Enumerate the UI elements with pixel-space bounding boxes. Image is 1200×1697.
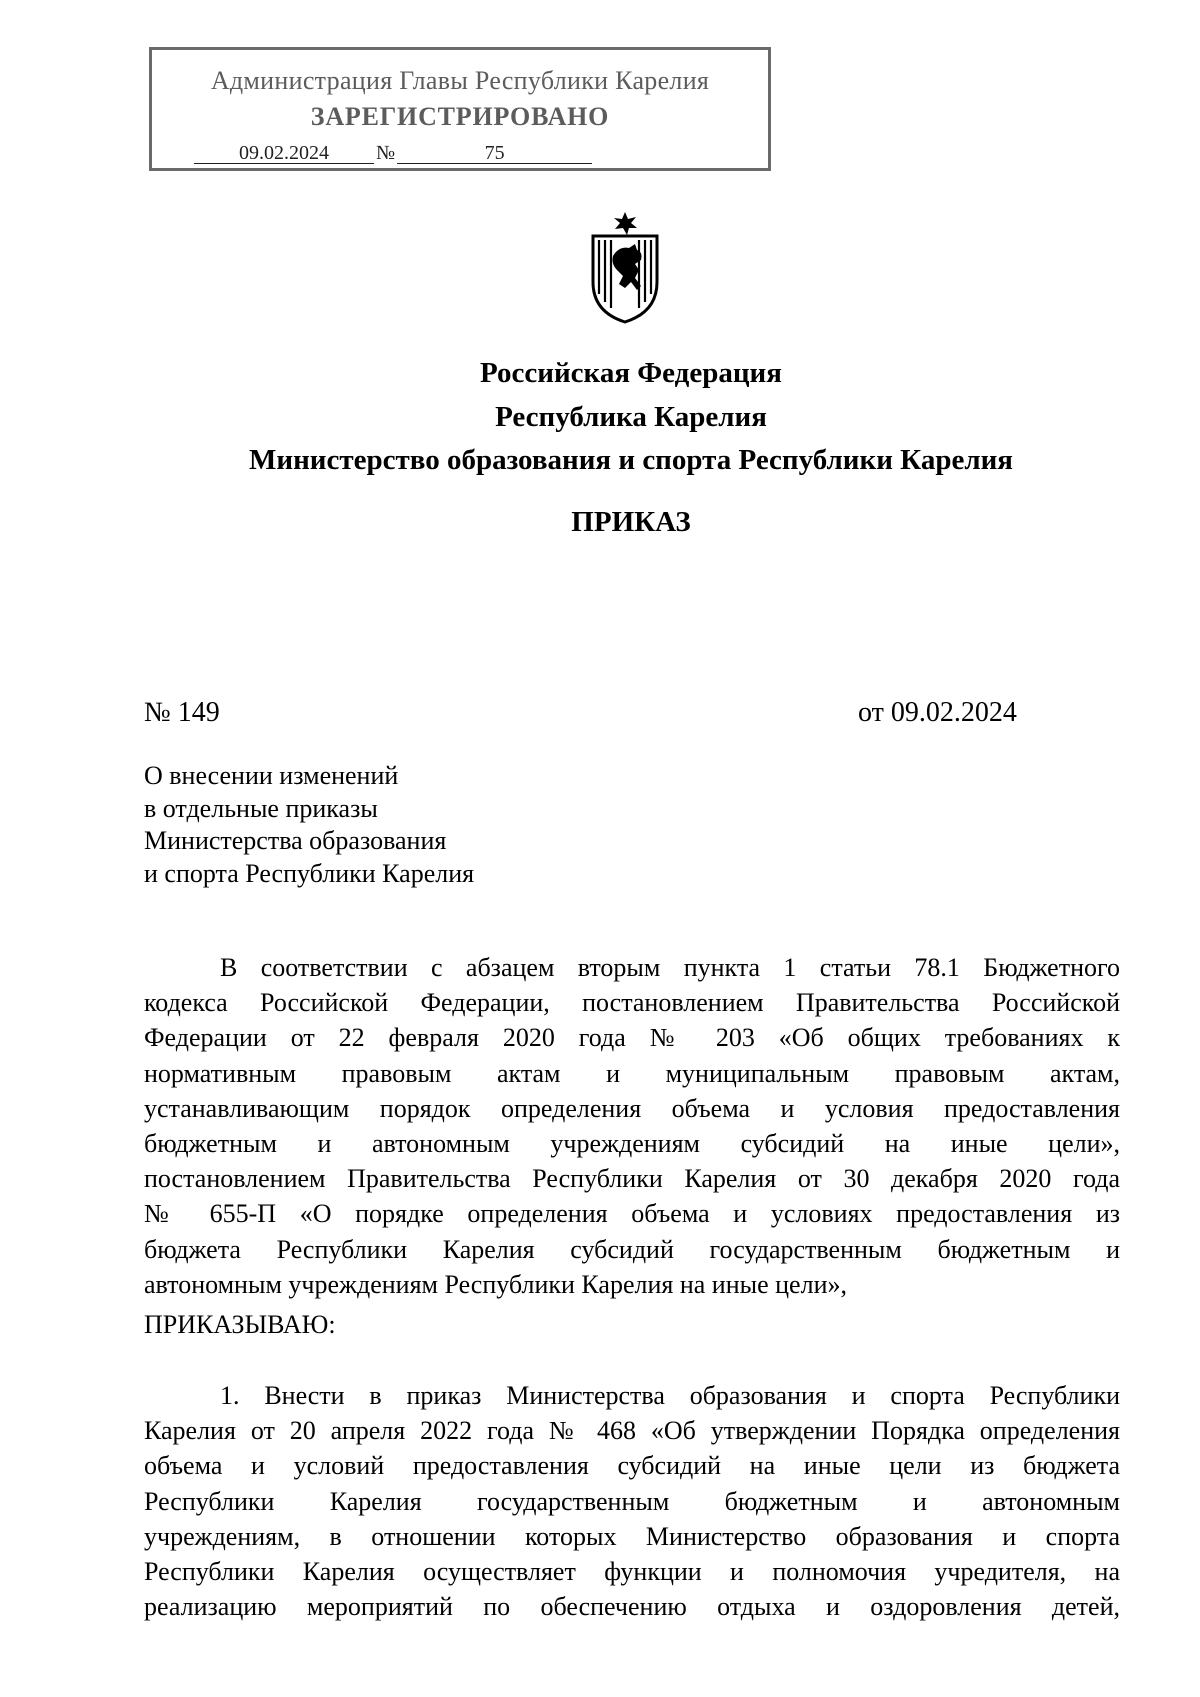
paragraph-line: автономным учреждениям Республики Карелия на иные цели», [144, 1269, 847, 1299]
paragraph-line: 1. Внести в приказ Министерства образования и спорта Республики [220, 1381, 1120, 1410]
header-ministry: Министерство образования и спорта Республики Карелия [249, 444, 1013, 476]
stamp-date: 09.02.2024 [194, 143, 374, 164]
header-country: Российская Федерация [480, 357, 782, 389]
stamp-number-sign: № [376, 142, 396, 164]
paragraph-line: устанавливающим порядок определения объема и условия предоставления [144, 1093, 1120, 1123]
stamp-registered: ЗАРЕГИСТРИРОВАНО [310, 102, 610, 131]
preamble-paragraph [144, 950, 1120, 1302]
doc-date: от 09.02.2024 [858, 697, 1017, 728]
doc-number: № 149 [144, 697, 220, 728]
order-word: ПРИКАЗЫВАЮ: [144, 1310, 336, 1339]
paragraph-line: Республики Карелия осуществляет функции и полномочия учредителя, на [144, 1556, 1120, 1586]
subject-line: и спорта Республики Карелия [144, 858, 475, 888]
karelia-coat-of-arms-icon [585, 212, 665, 324]
paragraph-line: объема и условий предоставления субсидий на иные цели из бюджета [144, 1451, 1120, 1481]
paragraph-line: нормативным правовым актам и муниципальным правовым актам, [144, 1058, 1120, 1088]
paragraph-line: реализацию мероприятий по обеспечению отдыха и оздоровления детей, [144, 1592, 1120, 1622]
paragraph-line: № 655-П «О порядке определения объема и условиях предоставления из [144, 1199, 1120, 1229]
paragraph-line: бюджетным и автономным учреждениям субсидий на иные цели», [144, 1128, 1120, 1158]
subject-line: в отдельные приказы [144, 793, 378, 823]
registration-stamp [149, 47, 771, 171]
paragraph-line: бюджета Республики Карелия субсидий государственным бюджетным и [144, 1234, 1120, 1264]
doc-type-title: ПРИКАЗ [571, 506, 691, 538]
paragraph-line: учреждениям, в отношении которых Министерство образования и спорта [144, 1521, 1120, 1551]
paragraph-line: кодекса Российской Федерации, постановлением Правительства Российской [144, 988, 1120, 1018]
doc-subject [144, 760, 474, 890]
stamp-number: 75 [397, 143, 592, 164]
subject-line: Министерства образования [144, 826, 447, 855]
stamp-registration-line [194, 142, 592, 165]
item-1-paragraph [144, 1378, 1120, 1624]
subject-line: О внесении изменений [144, 761, 399, 790]
paragraph-line: В соответствии с абзацем вторым пункта 1 статьи 78.1 Бюджетного [220, 953, 1120, 982]
paragraph-line: Федерации от 22 февраля 2020 года № 203 «Об общих требованиях к [144, 1023, 1120, 1053]
paragraph-line: Республики Карелия государственным бюджетным и автономным [144, 1486, 1120, 1516]
paragraph-line: постановлением Правительства Республики Карелия от 30 декабря 2020 года [144, 1164, 1120, 1194]
stamp-authority: Администрация Главы Республики Карелия [210, 66, 710, 95]
header-republic: Республика Карелия [495, 401, 767, 433]
paragraph-line: Карелия от 20 апреля 2022 года № 468 «Об утверждении Порядка определения [144, 1416, 1120, 1446]
